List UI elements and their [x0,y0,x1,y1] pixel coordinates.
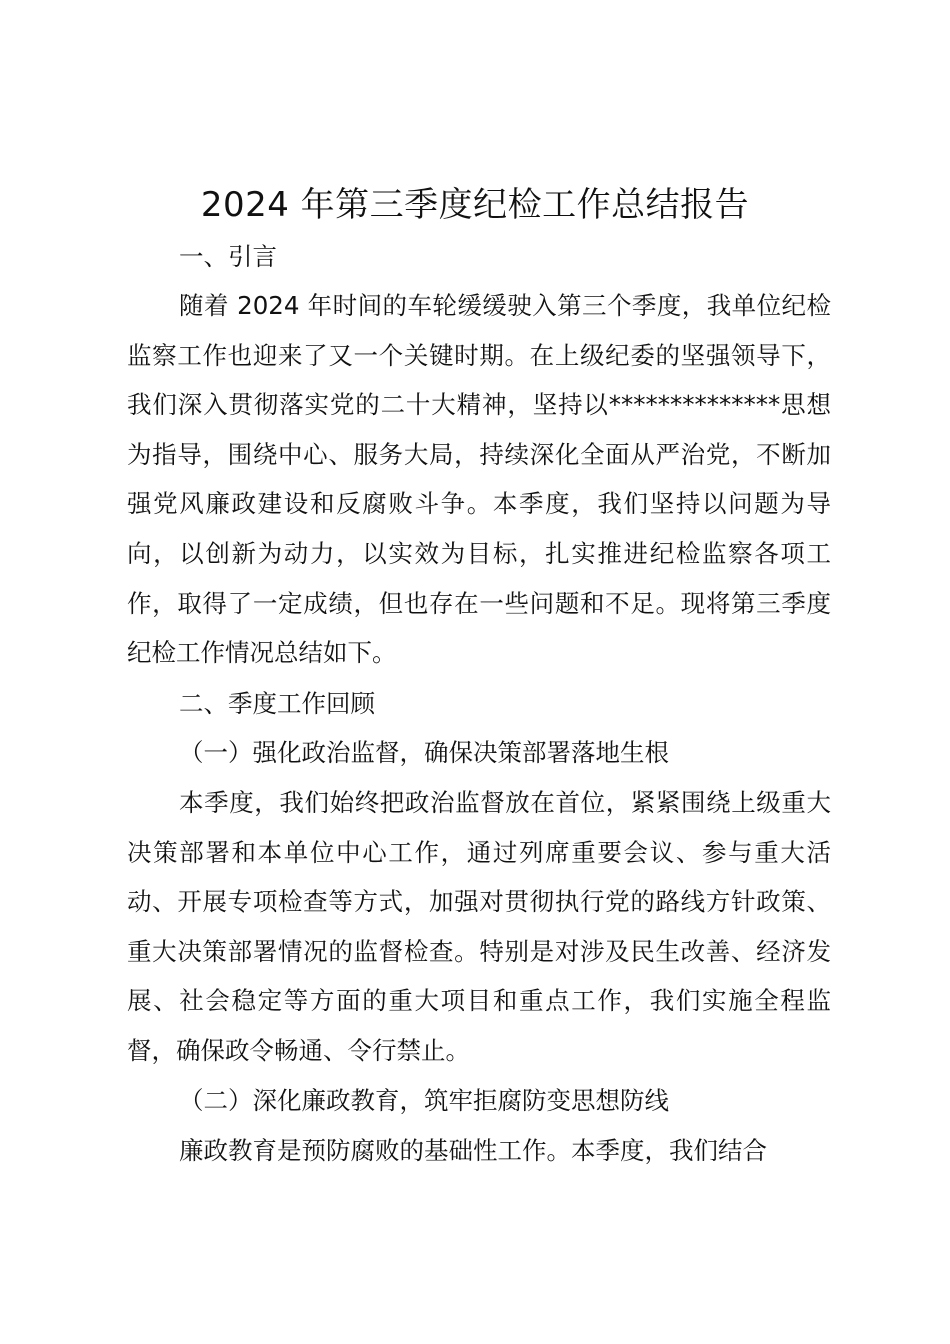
paragraph-introduction: 随着 2024 年时间的车轮缓缓驶入第三个季度，我单位纪检监察工作也迎来了又一个关键时期。在上级纪委的坚强领导下，我们深入贯彻落实党的二十大精神，坚持以**************思想为指导，围绕中心、服务大局，持续深化全面从严治党，不断加强党风廉政建设和反腐败斗争。本季度，我们坚持以问题为导向，以创新为动力，以实效为目标，扎实推进纪检监察各项工作，取得了一定成绩，但也存在一些问题和不足。现将第三季度纪检工作情况总结如下。 [127,291,831,668]
section-heading-quarter-review: 二、季度工作回顾 [179,689,375,718]
document-title: 2024 年第三季度纪检工作总结报告 [200,185,750,225]
paragraph-political-supervision: 本季度，我们始终把政治监督放在首位，紧紧围绕上级重大决策部署和本单位中心工作，通过列席重要会议、参与重大活动、开展专项检查等方式，加强对贯彻执行党的路线方针政策、重大决策部署情况的监督检查。特别是对涉及民生改善、经济发展、社会稳定等方面的重大项目和重点工作，我们实施全程监督，确保政令畅通、令行禁止。 [127,788,831,1065]
section-heading-introduction: 一、引言 [179,242,277,271]
subsection-heading-political-supervision: （一）强化政治监督，确保决策部署落地生根 [179,738,669,767]
subsection-heading-integrity-education: （二）深化廉政教育，筑牢拒腐防变思想防线 [179,1086,669,1115]
paragraph-integrity-education: 廉政教育是预防腐败的基础性工作。本季度，我们结合 [179,1136,767,1165]
